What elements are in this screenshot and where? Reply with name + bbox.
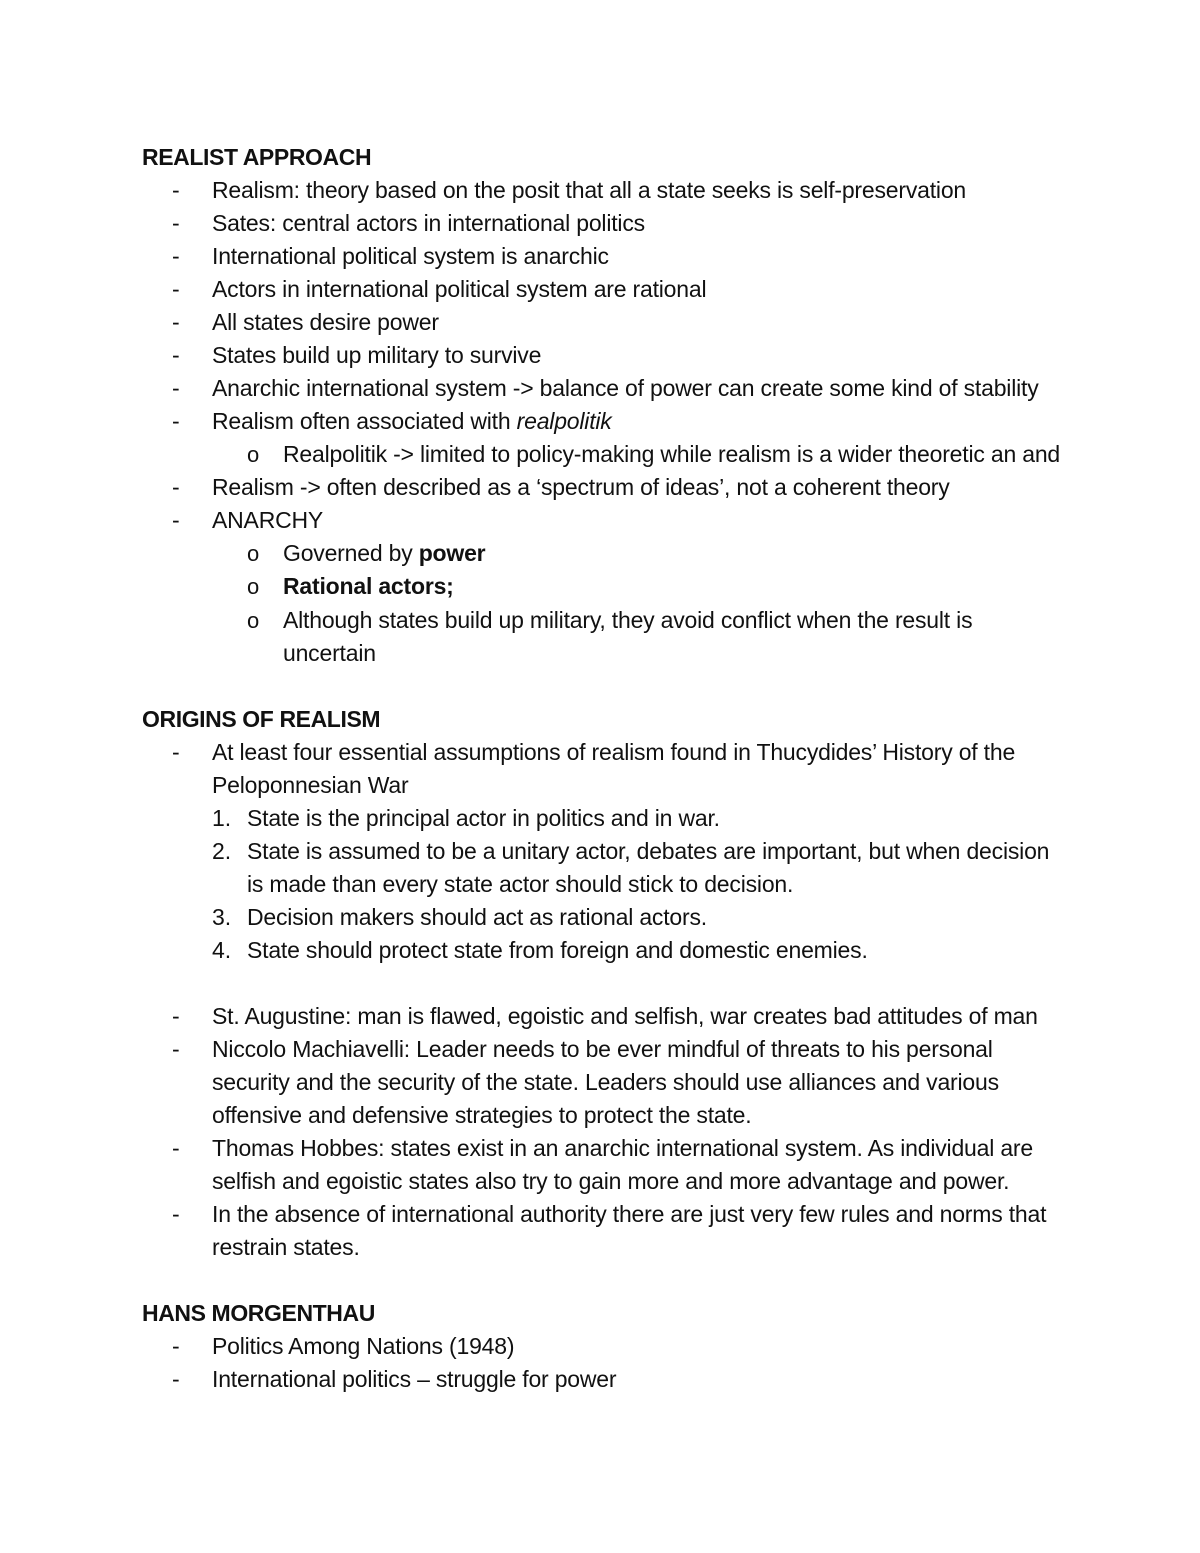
- list-item: Sates: central actors in international politics: [212, 210, 645, 236]
- sub-list-item-text: Governed by: [283, 540, 419, 566]
- section-heading-realist: REALIST APPROACH: [142, 144, 372, 170]
- sub-list-item-governed: [283, 537, 485, 570]
- sub-list-item-rational: Rational actors;: [283, 573, 454, 599]
- dash-bullet: -: [172, 210, 180, 236]
- list-item-text: Realism often associated with: [212, 408, 517, 434]
- list-item: Politics Among Nations (1948): [212, 1333, 515, 1359]
- list-item: Anarchic international system -> balance of power can create some kind of stability: [212, 375, 1039, 401]
- section-heading-origins: ORIGINS OF REALISM: [142, 706, 381, 732]
- dash-bullet: -: [172, 309, 180, 335]
- list-item-continued: selfish and egoistic states also try to gain more and more advantage and power.: [212, 1168, 1010, 1194]
- dash-bullet: -: [172, 1366, 180, 1392]
- numbered-marker: 2.: [212, 838, 232, 864]
- dash-bullet: -: [172, 177, 180, 203]
- sub-list-item: Although states build up military, they avoid conflict when the result is: [283, 607, 973, 633]
- list-item: All states desire power: [212, 309, 439, 335]
- dash-bullet: -: [172, 1201, 180, 1227]
- list-item: At least four essential assumptions of realism found in Thucydides’ History of the: [212, 739, 1016, 765]
- dash-bullet: -: [172, 342, 180, 368]
- numbered-marker: 4.: [212, 937, 232, 963]
- list-item: Realism: theory based on the posit that all a state seeks is self-preservation: [212, 177, 967, 203]
- numbered-item: State is the principal actor in politics and in war.: [247, 805, 720, 831]
- numbered-item: State is assumed to be a unitary actor, debates are important, but when decision: [247, 838, 1050, 864]
- dash-bullet: -: [172, 739, 180, 765]
- numbered-item-continued: is made than every state actor should stick to decision.: [247, 871, 794, 897]
- numbered-item: Decision makers should act as rational actors.: [247, 904, 707, 930]
- list-item: Thomas Hobbes: states exist in an anarchic international system. As individual are: [212, 1135, 1033, 1161]
- list-item-continued: offensive and defensive strategies to protect the state.: [212, 1102, 752, 1128]
- dash-bullet: -: [172, 408, 180, 434]
- numbered-marker: 3.: [212, 904, 232, 930]
- list-item-continued: security and the security of the state. Leaders should use alliances and various: [212, 1069, 999, 1095]
- dash-bullet: -: [172, 507, 180, 533]
- list-item-continued: restrain states.: [212, 1234, 360, 1260]
- dash-bullet: -: [172, 1333, 180, 1359]
- dash-bullet: -: [172, 276, 180, 302]
- numbered-marker: 1.: [212, 805, 232, 831]
- numbered-item: State should protect state from foreign and domestic enemies.: [247, 937, 868, 963]
- circle-bullet: o: [247, 442, 260, 467]
- dash-bullet: -: [172, 1003, 180, 1029]
- list-item: Realism -> often described as a ‘spectrum of ideas’, not a coherent theory: [212, 474, 950, 500]
- section-heading-morgenthau: HANS MORGENTHAU: [142, 1300, 375, 1326]
- dash-bullet: -: [172, 474, 180, 500]
- list-item: In the absence of international authority there are just very few rules and norms that: [212, 1201, 1047, 1227]
- list-item: St. Augustine: man is flawed, egoistic and selfish, war creates bad attitudes of man: [212, 1003, 1038, 1029]
- realpolitik-italic: realpolitik: [516, 408, 612, 434]
- dash-bullet: -: [172, 1036, 180, 1062]
- sub-list-item-continued: uncertain: [283, 640, 376, 666]
- power-bold: power: [418, 540, 486, 566]
- list-item: ANARCHY: [212, 507, 324, 533]
- circle-bullet: o: [247, 608, 260, 633]
- circle-bullet: o: [247, 541, 260, 566]
- list-item: International political system is anarchic: [212, 243, 609, 269]
- dash-bullet: -: [172, 243, 180, 269]
- list-item: Niccolo Machiavelli: Leader needs to be ever mindful of threats to his personal: [212, 1036, 993, 1062]
- list-item-continued: Peloponnesian War: [212, 772, 409, 798]
- dash-bullet: -: [172, 1135, 180, 1161]
- list-item: International politics – struggle for power: [212, 1366, 617, 1392]
- dash-bullet: -: [172, 375, 180, 401]
- list-item: Actors in international political system are rational: [212, 276, 707, 302]
- list-item: States build up military to survive: [212, 342, 542, 368]
- list-item-realpolitik: [212, 405, 612, 438]
- sub-list-item: Realpolitik -> limited to policy-making while realism is a wider theoretic an and: [283, 441, 1060, 467]
- circle-bullet: o: [247, 574, 260, 599]
